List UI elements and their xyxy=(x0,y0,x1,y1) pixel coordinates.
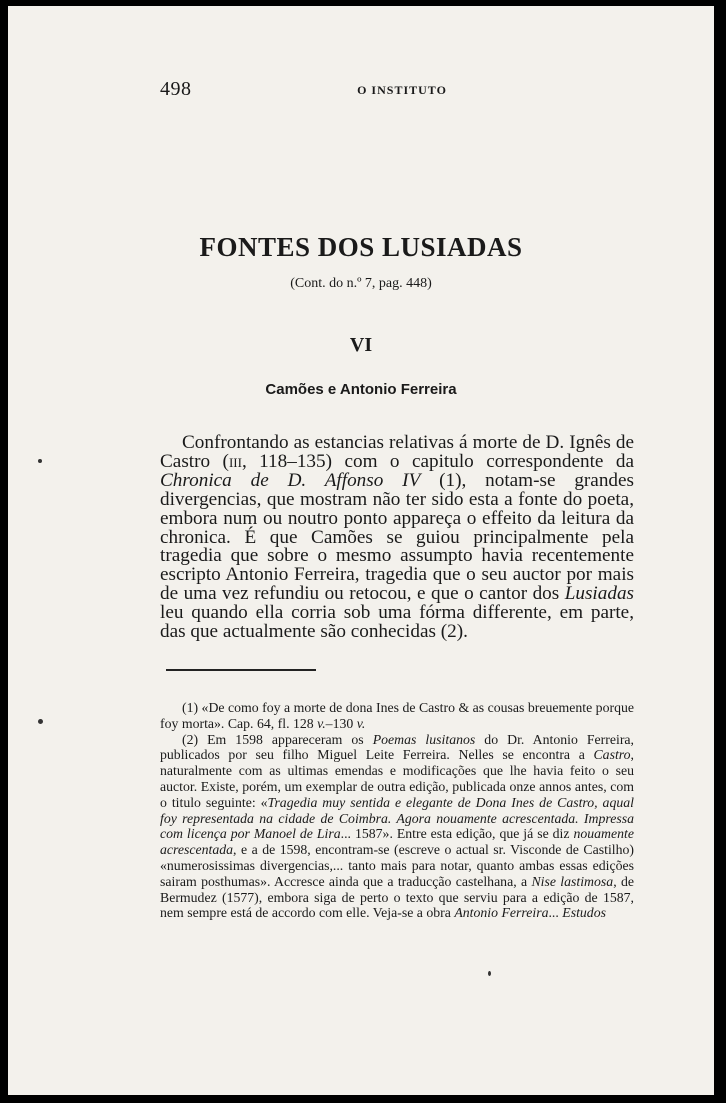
body-paragraph xyxy=(160,434,634,642)
text-run: (1) «De como foy a morte de dona Ines de Castro & as cousas breuemente porque foy morta». Cap. 64, fl. 128 xyxy=(160,700,634,731)
italic-text-run: v. xyxy=(317,715,326,731)
text-run: ... xyxy=(548,905,563,921)
text-run: (2) Em 1598 appareceram os xyxy=(182,731,373,747)
text-run: , naturalmente com as ultimas emendas e modificações que lhe havia feito o seu auctor. Existe, porém, um exemplar de outra edição, publicada onze annos antes, com o titulo seguinte: « xyxy=(160,747,634,810)
text-run: (1), notam-se grandes divergencias, que mostram não ter sido esta a fonte do poeta, embora num ou noutro ponto appareça o effeito da leitura da chronica. É que Camões se guiou principalmente pela tragedia que sobre o mesmo assumpto havia recentemente escripto Antonio Ferreira, tragedia que o seu auctor por mais de uma vez refundiu ou retocou, e que o cantor dos xyxy=(160,469,634,605)
italic-text-run: Antonio Ferreira xyxy=(454,905,549,921)
text-run: , 118–135) com o capitulo correspondente da xyxy=(241,450,634,472)
text-run: iii xyxy=(228,450,242,472)
italic-text-run: Lusiadas xyxy=(564,583,634,605)
italic-text-run: Castro xyxy=(593,747,631,763)
italic-text-run: nouamente acrescentada xyxy=(160,826,634,858)
body-paragraph-text xyxy=(160,432,634,642)
article-title: FONTES DOS LUSIADAS xyxy=(199,232,523,262)
book-page xyxy=(8,6,714,1095)
text-run: , e a de 1598, encontram-se (escreve o actual sr. Visconde de Castilho) «numerosissimas divergencias,... tanto mais para notar, quanto ambas essas edições sairam posthumas». Accresce ainda que a traducção castelhana, a xyxy=(160,842,634,889)
italic-text-run: Nise lastimosa xyxy=(531,873,614,889)
footnotes xyxy=(160,700,634,921)
speck-mark xyxy=(488,971,491,976)
italic-text-run: Poemas lusitanos xyxy=(372,731,476,747)
text-run: ... 1587». Entre esta edição, que já se diz xyxy=(340,826,574,842)
speck-mark xyxy=(38,719,43,724)
italic-text-run: v. xyxy=(356,715,366,731)
section-title: Camões e Antonio Ferreira xyxy=(265,381,457,398)
italic-text-run: Estudos xyxy=(562,905,606,921)
text-run: –130 xyxy=(325,715,357,731)
text-run: Confrontando as estancias relativas á morte de D. Ignês de Castro ( xyxy=(160,432,634,472)
continuation-note: (Cont. do n.º 7, pag. 448) xyxy=(290,276,432,291)
footnote-1 xyxy=(160,700,634,732)
footnote-2 xyxy=(160,732,634,922)
running-title: O INSTITUTO xyxy=(357,83,447,97)
text-run: leu quando ella corria sob uma fórma differente, em parte, das que actualmente são conhecidas (2). xyxy=(160,602,634,643)
speck-mark xyxy=(38,459,42,463)
section-number: VI xyxy=(349,334,373,356)
italic-text-run: Tragedia muy sentida e elegante de Dona Ines de Castro, aqual foy representada na cidade de Coimbra. Agora nouamente acrescentada. Impressa com licença por Manoel de Lira xyxy=(160,794,634,842)
text-run: do Dr. Antonio Ferreira, publicados por seu filho Miguel Leite Ferreira. Nelles se encontra a xyxy=(160,731,634,763)
page-header xyxy=(160,78,644,102)
italic-text-run: Chronica de D. Affonso IV xyxy=(160,469,421,491)
page-number: 498 xyxy=(160,78,192,100)
text-run: , de Bermudez (1577), embora siga de perto o texto que serviu para a edição de 1587, nem sempre está de accordo com elle. Veja-se a obra xyxy=(160,873,635,921)
footnote-separator xyxy=(166,669,316,671)
